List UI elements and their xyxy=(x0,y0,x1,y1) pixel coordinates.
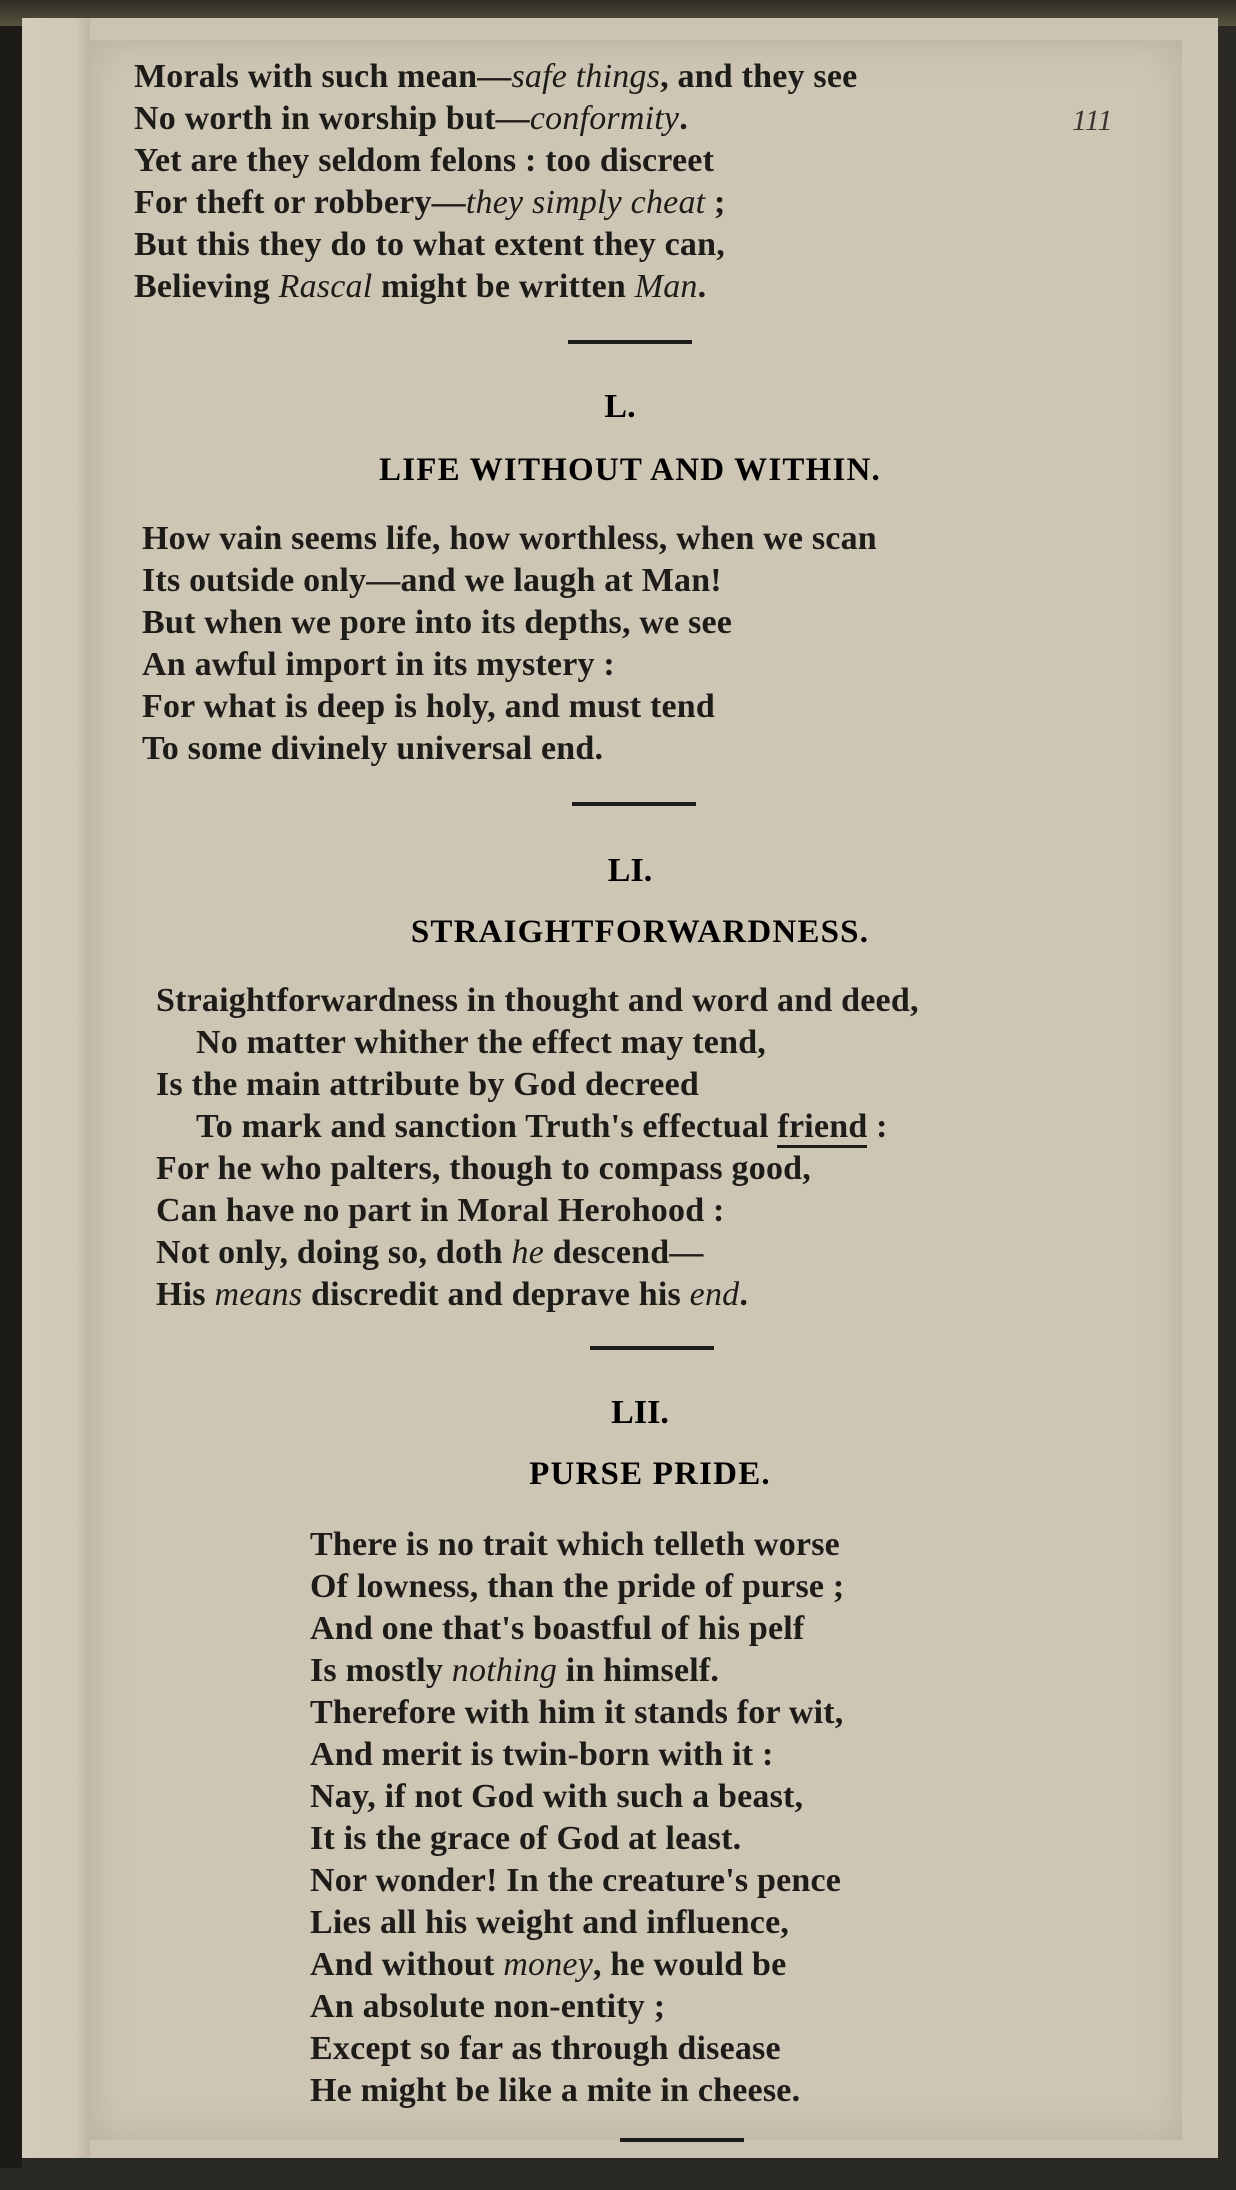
verse-line xyxy=(134,144,714,178)
section-number: LI. xyxy=(607,852,653,889)
verse-line: How vain seems life, how worthless, when we scan xyxy=(142,520,877,557)
verse-line: No matter whither the effect may tend, xyxy=(196,1024,767,1061)
verse-line: But when we pore into its depths, we see xyxy=(142,604,733,641)
verse-line xyxy=(156,1236,704,1270)
verse-line: Is the main attribute by God decreed xyxy=(156,1066,699,1103)
section-divider xyxy=(620,2138,744,2142)
book-edge-left xyxy=(0,0,22,2168)
verse-text: Yet are they seldom felons : too discreet xyxy=(134,142,715,179)
verse-line: Therefore with him it stands for wit, xyxy=(310,1694,844,1731)
verse-italic: Rascal xyxy=(278,268,373,305)
verse-line: For he who palters, though to compass good, xyxy=(156,1150,811,1187)
page-gutter xyxy=(22,18,90,2158)
section-divider xyxy=(572,802,696,806)
verse-text: might be written xyxy=(372,268,635,305)
verse-line: Of lowness, than the pride of purse ; xyxy=(310,1568,845,1605)
handwritten-margin-note: 111 xyxy=(1072,104,1113,137)
verse-line xyxy=(310,1948,786,1982)
verse-text: His xyxy=(156,1276,206,1313)
verse-text: Not only, doing so, doth xyxy=(156,1234,503,1271)
verse-line: It is the grace of God at least. xyxy=(310,1820,742,1857)
section-number: L. xyxy=(604,388,636,425)
column-rule xyxy=(1230,80,1233,362)
verse-italic: money xyxy=(503,1946,593,1983)
verse-text: . xyxy=(679,100,688,137)
verse-line xyxy=(134,102,688,136)
verse-line: He might be like a mite in cheese. xyxy=(310,2072,801,2109)
verse-italic: conformity xyxy=(529,100,680,137)
verse-text: : xyxy=(867,1108,888,1145)
section-divider xyxy=(568,340,692,344)
verse-italic: nothing xyxy=(451,1652,558,1689)
verse-line: Nor wonder! In the creature's pence xyxy=(310,1862,842,1899)
verse-line xyxy=(156,1278,748,1312)
newspaper-clipping xyxy=(90,40,1182,2140)
verse-text: To mark and sanction Truth's effectual xyxy=(196,1108,769,1145)
verse-italic: end xyxy=(689,1276,740,1313)
verse-text: No worth in worship but— xyxy=(134,100,530,137)
book-page xyxy=(22,18,1218,2158)
verse-italic: safe things xyxy=(511,58,661,95)
verse-italic: Man xyxy=(634,268,698,305)
verse-italic: he xyxy=(511,1234,544,1271)
verse-line: An absolute non-entity ; xyxy=(310,1988,666,2025)
verse-line: And merit is twin-born with it : xyxy=(310,1736,774,1773)
verse-text: Is mostly xyxy=(310,1652,444,1689)
verse-line xyxy=(134,228,725,262)
verse-text: But this they do to what extent they can, xyxy=(134,226,725,263)
verse-line xyxy=(134,186,726,220)
verse-line: Nay, if not God with such a beast, xyxy=(310,1778,804,1815)
section-title: LIFE WITHOUT AND WITHIN. xyxy=(379,452,881,488)
verse-text: discredit and deprave his xyxy=(302,1276,690,1313)
verse-line: An awful import in its mystery : xyxy=(142,646,615,683)
verse-text: . xyxy=(697,268,707,305)
verse-text: , he would be xyxy=(593,1946,787,1983)
verse-text: , and they see xyxy=(660,58,858,95)
section-title: PURSE PRIDE. xyxy=(529,1456,771,1492)
verse-line: Can have no part in Moral Herohood : xyxy=(156,1192,725,1229)
verse-line: To some divinely universal end. xyxy=(142,730,604,767)
verse-line xyxy=(134,270,706,304)
book-edge-right xyxy=(1216,0,1236,2168)
verse-line: Except so far as through disease xyxy=(310,2030,781,2067)
section-title: STRAIGHTFORWARDNESS. xyxy=(410,914,870,950)
verse-line: Lies all his weight and influence, xyxy=(310,1904,790,1941)
verse-text: . xyxy=(739,1276,749,1313)
verse-line xyxy=(134,60,857,94)
verse-line: There is no trait which telleth worse xyxy=(310,1526,840,1563)
verse-italic: means xyxy=(214,1276,303,1313)
section-number: LII. xyxy=(611,1394,669,1431)
verse-line: And one that's boastful of his pelf xyxy=(310,1610,805,1647)
verse-text: For theft or robbery— xyxy=(134,184,466,221)
verse-line: Its outside only—and we laugh at Man! xyxy=(142,562,722,599)
verse-line: Straightforwardness in thought and word and deed, xyxy=(156,982,919,1019)
verse-line xyxy=(310,1654,719,1688)
section-divider xyxy=(590,1346,714,1350)
verse-text: descend— xyxy=(544,1234,704,1271)
verse-text: Morals with such mean— xyxy=(134,58,512,95)
verse-text: Believing xyxy=(134,268,279,305)
verse-line xyxy=(196,1110,888,1144)
underlined-word: friend xyxy=(777,1108,867,1148)
verse-text: in himself. xyxy=(557,1652,720,1689)
verse-text: ; xyxy=(705,184,726,221)
verse-italic: they simply cheat xyxy=(465,184,706,221)
verse-line: For what is deep is holy, and must tend xyxy=(142,688,716,725)
verse-text: And without xyxy=(310,1946,495,1983)
